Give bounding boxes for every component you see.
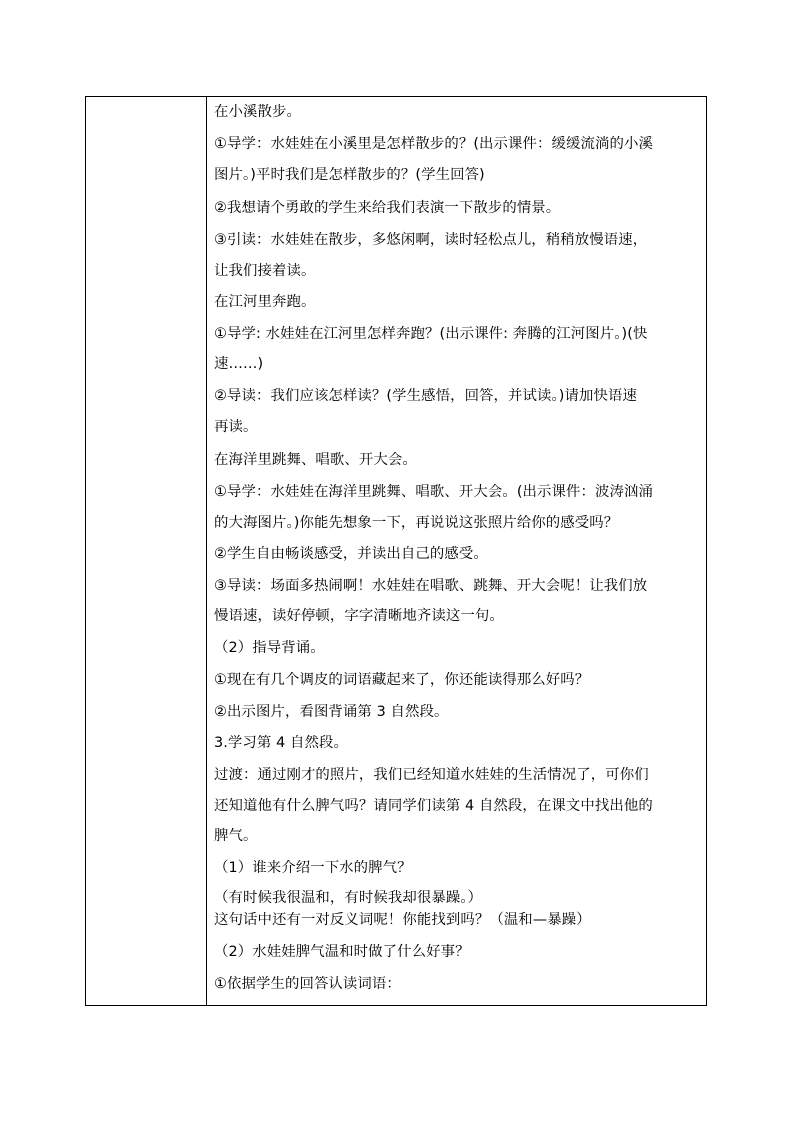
text-line: 脾气。 (214, 828, 258, 844)
text-line: 慢语速，读好停顿，字字清晰地齐读这一句。 (214, 608, 504, 624)
left-column-cell (86, 97, 207, 1005)
text-line: ①现在有几个调皮的词语藏起来了，你还能读得那么好吗？ (214, 672, 590, 688)
text-line: 让我们接着读。 (214, 263, 316, 279)
text-line: （2）水娃娃脾气温和时做了什么好事？ (214, 944, 470, 960)
text-line: ②我想请个勇敢的学生来给我们表演一下散步的情景。 (214, 200, 561, 216)
text-line: （2）指导背诵。 (214, 640, 325, 656)
text-line: 3.学习第 4 自然段。 (214, 735, 348, 751)
text-line: 的大海图片。)你能先想象一下，再说说这张照片给你的感受吗？ (214, 515, 619, 531)
text-line: ①导学：水娃娃在海洋里跳舞、唱歌、开大会。(出示课件：波涛汹涌 (214, 484, 653, 500)
text-line: ②学生自由畅谈感受，并读出自己的感受。 (214, 546, 488, 562)
text-line: ②出示图片，看图背诵第 3 自然段。 (214, 704, 449, 720)
text-line: ①导学: 水娃娃在江河里怎样奔跑？(出示课件: 奔腾的江河图片。)(快 (214, 326, 648, 342)
text-line: 过渡：通过刚才的照片，我们已经知道水娃娃的生活情况了，可你们 (214, 767, 649, 783)
text-line: 在小溪散步。 (214, 104, 301, 120)
text-line: （有时候我很温和，有时候我却很暴躁。） (214, 890, 483, 906)
text-line: （1）谁来介绍一下水的脾气？ (214, 860, 412, 876)
lesson-table (85, 96, 707, 1006)
text-line: ③引读：水娃娃在散步，多悠闲啊，读时轻松点儿，稍稍放慢语速， (214, 232, 648, 248)
text-line: ①导学：水娃娃在小溪里是怎样散步的？(出示课件：缓缓流淌的小溪 (214, 136, 653, 152)
text-line: 在海洋里跳舞、唱歌、开大会。 (214, 452, 417, 468)
text-line: ②导读：我们应该怎样读？(学生感悟，回答，并试读。)请加快语速 (214, 388, 637, 404)
text-line: 在江河里奔跑。 (214, 294, 316, 310)
text-line: 还知道他有什么脾气吗？请同学们读第 4 自然段，在课文中找出他的 (214, 798, 653, 814)
text-line: 图片。)平时我们是怎样散步的？(学生回答) (214, 167, 485, 183)
text-line: ①依据学生的回答认读词语： (214, 976, 401, 992)
text-line: 速……) (214, 356, 264, 372)
text-line: 这句话中还有一对反义词呢！你能找到吗？（温和—暴躁） (214, 912, 591, 928)
text-line: ③导读：场面多热闹啊！水娃娃在唱歌、跳舞、开大会呢！让我们放 (214, 578, 648, 594)
text-line: 再读。 (214, 419, 258, 435)
